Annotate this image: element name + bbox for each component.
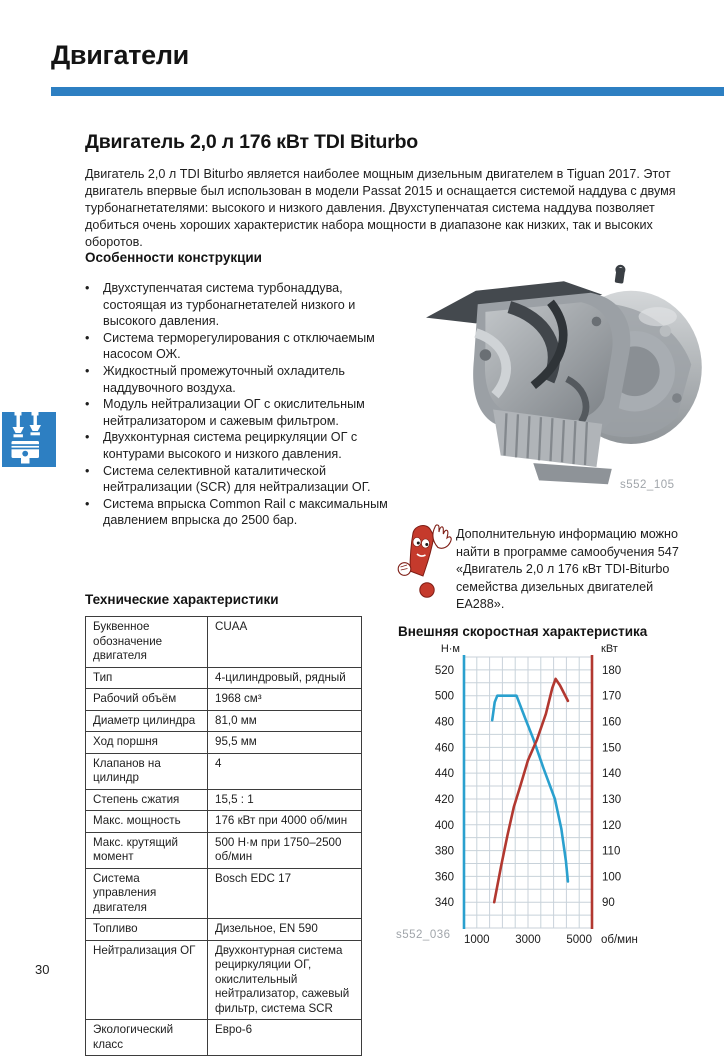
specs-table (85, 616, 362, 1056)
spec-value: 500 Н·м при 1750–2500 об/мин (208, 832, 362, 868)
feature-item (85, 463, 390, 496)
section-title: Двигатель 2,0 л 176 кВт TDI Biturbo (85, 131, 419, 153)
left-tick-label: 340 (434, 897, 454, 910)
spec-label: Топливо (86, 919, 208, 941)
bullet-glyph: • (85, 430, 90, 445)
right-tick-label: 120 (602, 819, 622, 832)
spec-value: 1968 см³ (208, 689, 362, 711)
spec-value: Bosch EDC 17 (208, 868, 362, 919)
left-tick-label: 480 (434, 716, 454, 729)
features-list (85, 280, 390, 529)
feature-item-text: Система впрыска Common Rail с максимальным давлением впрыска до 2500 бар. (103, 496, 388, 528)
spec-value: CUAA (208, 617, 362, 668)
chart-title: Внешняя скоростная характеристика (398, 624, 648, 639)
spec-label: Степень сжатия (86, 789, 208, 811)
spec-value: Евро-6 (208, 1020, 362, 1056)
exclamation-character-icon (397, 521, 453, 603)
spec-row (86, 789, 362, 811)
bullet-glyph: • (85, 281, 90, 295)
engine-figure-caption: s552_105 (620, 479, 675, 491)
spec-label: Ход поршня (86, 732, 208, 754)
feature-item (85, 280, 390, 330)
feature-item-text: Двухконтурная система рециркуляции ОГ с контурами высокого и низкого давления. (103, 430, 358, 461)
spec-label: Буквенное обозначение двигателя (86, 617, 208, 668)
feature-item-text: Система терморегулирования с отключаемым насосом ОЖ. (103, 330, 375, 362)
spec-value: 15,5 : 1 (208, 789, 362, 811)
left-tick-label: 420 (434, 793, 454, 806)
spec-label: Нейтрализация ОГ (86, 940, 208, 1020)
feature-item (85, 330, 390, 363)
right-tick-label: 170 (602, 690, 622, 703)
spec-value: 95,5 мм (208, 732, 362, 754)
left-tick-label: 400 (434, 819, 454, 832)
spec-row (86, 732, 362, 754)
left-axis-unit: Н·м (440, 643, 460, 655)
right-axis-unit: кВт (601, 643, 618, 655)
feature-item-text: Жидкостный промежуточный охладитель наддувочного воздуха. (103, 363, 345, 395)
spec-label: Макс. крутящий момент (86, 832, 208, 868)
page-title: Двигатели (51, 40, 189, 70)
right-tick-label: 90 (602, 897, 615, 910)
spec-label: Диаметр цилиндра (86, 710, 208, 732)
right-tick-label: 180 (602, 664, 622, 677)
spec-row (86, 919, 362, 941)
spec-value: 176 кВт при 4000 об/мин (208, 811, 362, 833)
spec-row (86, 753, 362, 789)
feature-item-text: Модуль нейтрализации ОГ с окислительным нейтрализатором и сажевым фильтром. (103, 397, 365, 428)
spec-row (86, 667, 362, 689)
feature-item (85, 363, 390, 396)
spec-row (86, 832, 362, 868)
spec-row (86, 940, 362, 1020)
spec-value: Дизельное, EN 590 (208, 919, 362, 941)
spec-row (86, 617, 362, 668)
spec-row (86, 689, 362, 711)
bullet-glyph: • (85, 463, 90, 478)
spec-value: 4 (208, 753, 362, 789)
bullet-glyph: • (85, 496, 90, 511)
left-tick-label: 380 (434, 845, 454, 858)
right-tick-label: 140 (602, 768, 622, 781)
x-tick-label: 5000 (566, 934, 592, 946)
left-tick-label: 440 (434, 768, 454, 781)
spec-row (86, 1020, 362, 1056)
x-tick-label: 1000 (464, 934, 490, 946)
page-number: 30 (35, 962, 50, 977)
series-power (494, 679, 568, 902)
spec-value: 4-цилиндровый, рядный (208, 667, 362, 689)
bullet-glyph: • (85, 363, 90, 378)
right-tick-label: 110 (602, 845, 621, 858)
spec-label: Экологический класс (86, 1020, 208, 1056)
features-heading: Особенности конструкции (85, 250, 262, 265)
header-rule (51, 87, 724, 96)
feature-item (85, 429, 390, 462)
spec-row (86, 811, 362, 833)
note-text: Дополнительную информацию можно найти в программе самообучения 547 «Двигатель 2,0 л 176 кВт TDI-Biturbo семейства дизельных двигателей EA288». (456, 527, 679, 612)
intro-paragraph: Двигатель 2,0 л TDI Biturbo является наиболее мощным дизельным двигателем в Tiguan 2017. Этот двигатель впервые был использован в модели Passat 2015 и оснащается системой наддува с двумя турбонагнетателями: высокого и низкого давления. Двухступенчатая система наддува позволяет добиться очень хороших характеристик набора мощности в диапазоне как низких, так и высоких оборотов. (85, 167, 676, 249)
spec-row (86, 868, 362, 919)
feature-item-text: Система селективной каталитической нейтрализации (SCR) для нейтрализации ОГ. (103, 463, 371, 495)
left-tick-label: 520 (434, 664, 454, 677)
right-tick-label: 160 (602, 716, 622, 729)
feature-item-text: Двухступенчатая система турбонаддува, состоящая из турбонагнетателей низкого и высокого давления. (103, 281, 356, 329)
spec-row (86, 710, 362, 732)
left-tick-label: 500 (434, 690, 454, 703)
spec-label: Система управления двигателя (86, 868, 208, 919)
x-tick-label: 3000 (515, 934, 541, 946)
spec-value: Двухконтурная система рециркуляции ОГ, окислительный нейтрализатор, сажевый фильтр, система SCR (208, 940, 362, 1020)
bullet-glyph: • (85, 397, 90, 412)
left-tick-label: 460 (434, 742, 454, 755)
engine-piston-valves-icon (2, 412, 56, 467)
right-tick-label: 100 (602, 871, 622, 884)
feature-item (85, 496, 390, 529)
left-tick-label: 360 (434, 871, 454, 884)
specs-heading: Технические характеристики (85, 592, 279, 607)
spec-label: Клапанов на цилиндр (86, 753, 208, 789)
right-tick-label: 150 (602, 742, 622, 755)
engine-photo (412, 264, 712, 489)
speed-characteristic-chart (398, 643, 724, 950)
spec-label: Рабочий объём (86, 689, 208, 711)
spec-label: Макс. мощность (86, 811, 208, 833)
feature-item (85, 396, 390, 429)
bullet-glyph: • (85, 330, 90, 345)
spec-label: Тип (86, 667, 208, 689)
chart-caption: s552_036 (396, 929, 451, 941)
x-axis-unit: об/мин (601, 934, 638, 946)
spec-value: 81,0 мм (208, 710, 362, 732)
right-tick-label: 130 (602, 793, 622, 806)
